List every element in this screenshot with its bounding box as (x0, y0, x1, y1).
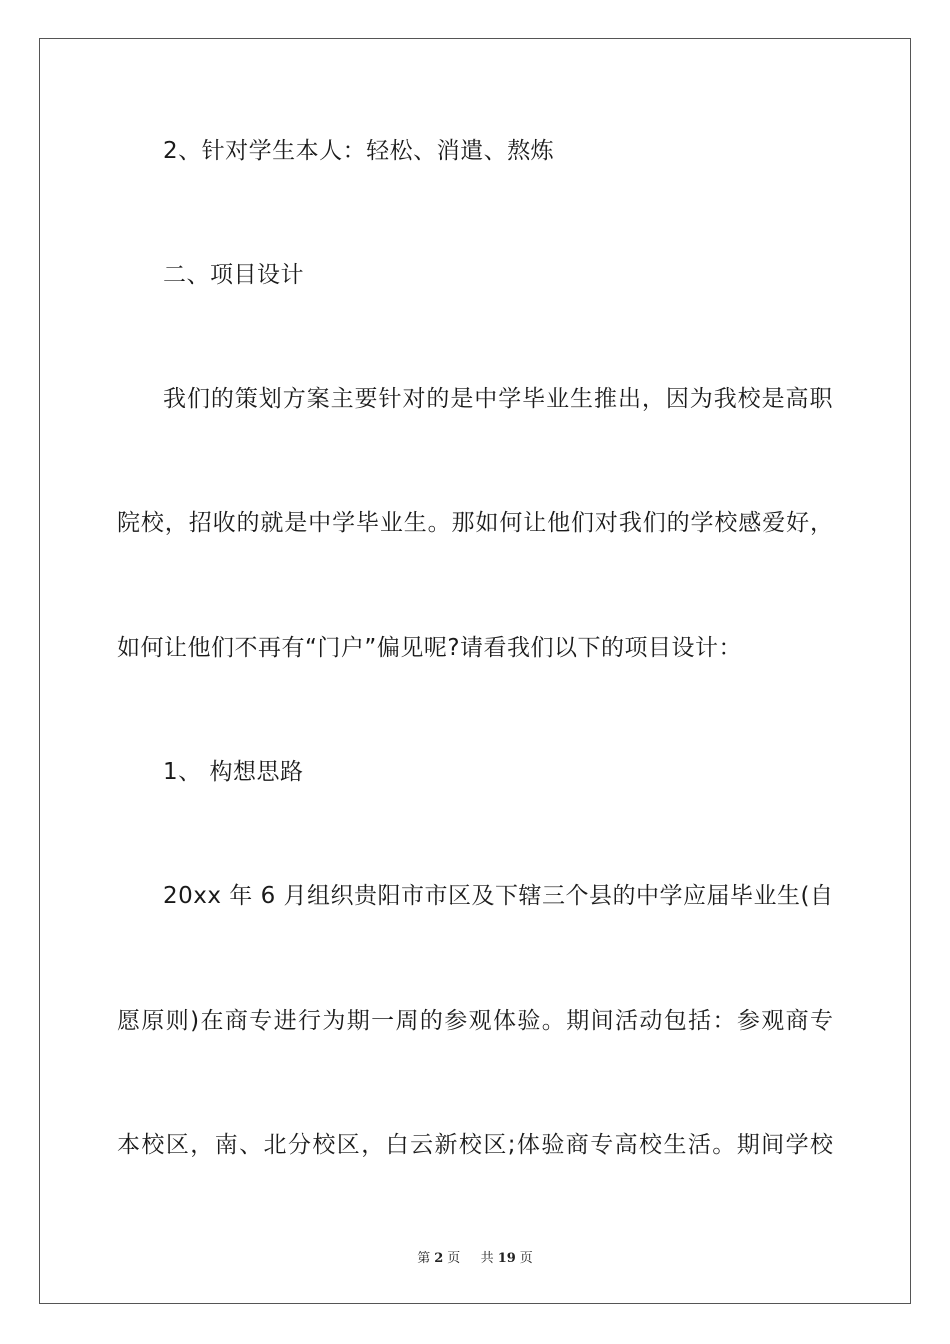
paragraph-line-4: 院校，招收的就是中学毕业生。那如何让他们对我们的学校感爱好， (117, 510, 833, 536)
page-label: 第 2 页 (417, 1251, 461, 1266)
paragraph-line-3: 我们的策划方案主要针对的是中学毕业生推出，因为我校是高职 (163, 386, 833, 412)
paragraph-line-8: 愿原则)在商专进行为期一周的参观体验。期间活动包括：参观商专 (117, 1008, 833, 1034)
section-heading: 二、项目设计 (163, 262, 304, 288)
page-footer (0, 1247, 950, 1266)
page-border (39, 38, 911, 1304)
subsection-heading: 1、 构想思路 (163, 759, 304, 785)
total-pages-label: 共 19 页 (480, 1251, 533, 1266)
paragraph-line-1: 2、针对学生本人：轻松、消遣、熬炼 (163, 138, 555, 164)
paragraph-line-7: 20xx 年 6 月组织贵阳市市区及下辖三个县的中学应届毕业生(自 (163, 883, 834, 909)
paragraph-line-5: 如何让他们不再有“门户”偏见呢?请看我们以下的项目设计： (117, 635, 743, 661)
paragraph-line-9: 本校区，南、北分校区，白云新校区;体验商专高校生活。期间学校 (117, 1132, 833, 1158)
